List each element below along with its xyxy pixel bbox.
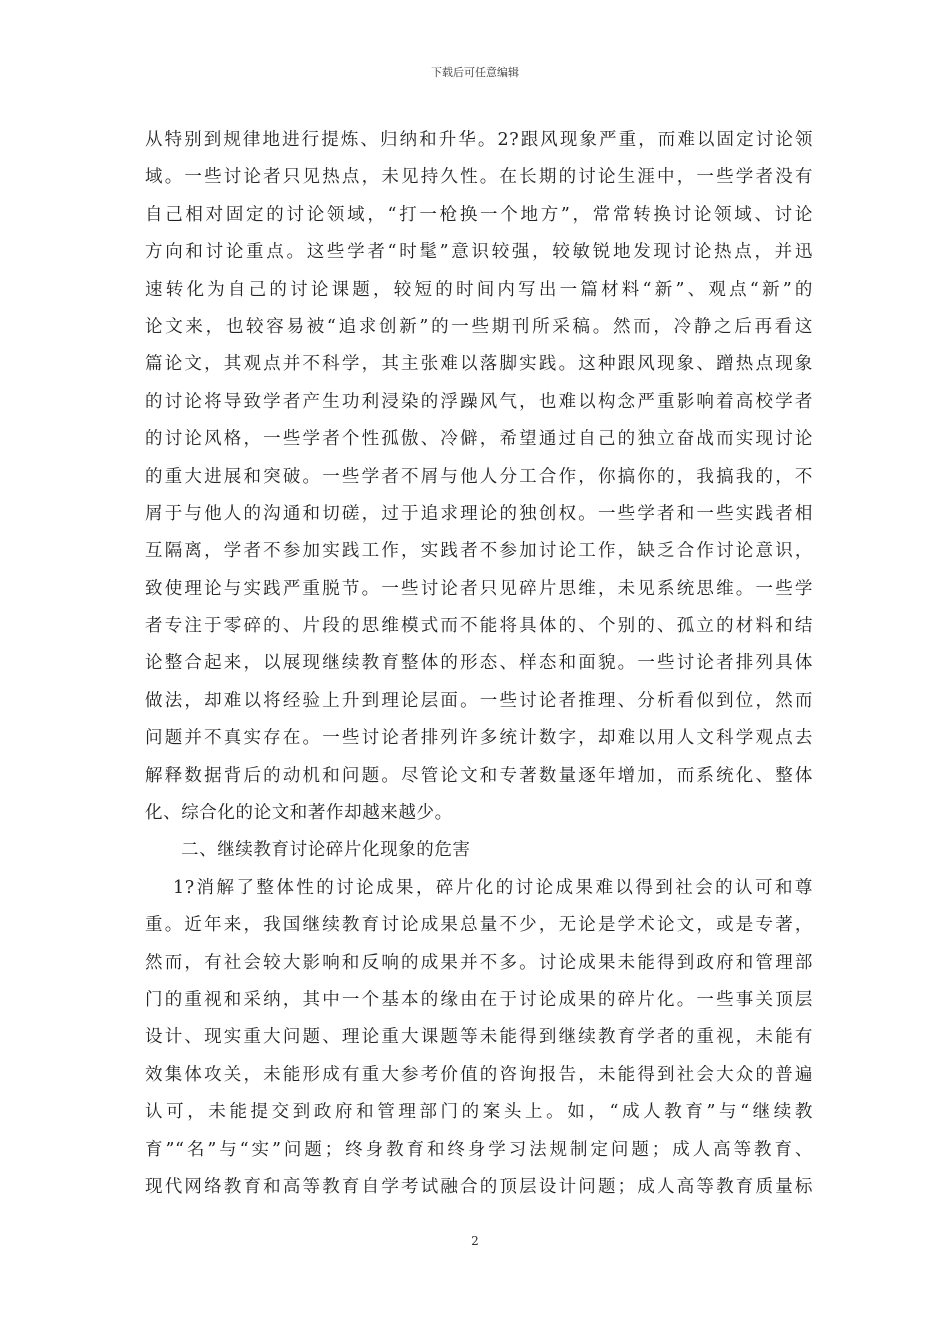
paragraph-line: 方向和讨论重点。这些学者“时髦”意识较强，较敏锐地发现讨论热点，并迅 <box>145 242 813 263</box>
paragraph-line: 者专注于零碎的、片段的思维模式而不能将具体的、个别的、孤立的材料和结 <box>145 616 813 637</box>
paragraph-line: 互隔离，学者不参加实践工作，实践者不参加讨论工作，缺乏合作讨论意识， <box>145 541 813 562</box>
page-number: 2 <box>471 1234 479 1248</box>
paragraph-line: 育”“名”与“实”问题；终身教育和终身学习法规制定问题；成人高等教育、 <box>145 1139 813 1160</box>
paragraph-line: 从特别到规律地进行提炼、归纳和升华。2?跟风现象严重，而难以固定讨论领 <box>145 130 813 150</box>
paragraph-line: 篇论文，其观点并不科学，其主张难以落脚实践。这种跟风现象、蹭热点现象 <box>145 354 813 375</box>
paragraph-line: 速转化为自己的讨论课题，较短的时间内写出一篇材料“新”、观点“新”的 <box>145 279 813 300</box>
paragraph-line: 重。近年来，我国继续教育讨论成果总量不少，无论是学术论文，或是专著， <box>145 915 813 936</box>
paragraph-line: 门的重视和采纳，其中一个基本的缘由在于讨论成果的碎片化。一些事关顶层 <box>145 989 813 1010</box>
paragraph-line: 自己相对固定的讨论领域，“打一枪换一个地方”，常常转换讨论领域、讨论 <box>145 204 813 225</box>
paragraph-line: 致使理论与实践严重脱节。一些讨论者只见碎片思维，未见系统思维。一些学 <box>145 578 813 599</box>
paragraph-line: 域。一些讨论者只见热点，未见持久性。在长期的讨论生涯中，一些学者没有 <box>145 167 813 188</box>
paragraph-line: 认可，未能提交到政府和管理部门的案头上。如，“成人教育”与“继续教 <box>145 1102 813 1123</box>
body-text <box>145 122 813 1206</box>
paragraph-line: 效集体攻关，未能形成有重大参考价值的咨询报告，未能得到社会大众的普遍 <box>145 1064 813 1085</box>
page-header: 下载后可任意编辑 <box>431 66 519 79</box>
paragraph-line: 化、综合化的论文和著作却越来越少。 <box>145 803 453 824</box>
paragraph-line: 现代网络教育和高等教育自学考试融合的顶层设计问题；成人高等教育质量标 <box>145 1176 813 1197</box>
paragraph-line: 问题并不真实存在。一些讨论者排列许多统计数字，却难以用人文科学观点去 <box>145 728 813 749</box>
paragraph-line: 屑于与他人的沟通和切磋，过于追求理论的独创权。一些学者和一些实践者相 <box>145 503 813 524</box>
paragraph-line: 然而，有社会较大影响和反响的成果并不多。讨论成果未能得到政府和管理部 <box>145 952 813 973</box>
paragraph-line: 的讨论风格，一些学者个性孤傲、冷僻，希望通过自己的独立奋战而实现讨论 <box>145 429 813 450</box>
paragraph-line: 的讨论将导致学者产生功利浸染的浮躁风气，也难以构念严重影响着高校学者 <box>145 391 813 412</box>
section-heading: 二、继续教育讨论碎片化现象的危害 <box>181 840 471 861</box>
paragraph-line: 1?消解了整体性的讨论成果，碎片化的讨论成果难以得到社会的认可和尊 <box>173 877 813 898</box>
paragraph-line: 做法，却难以将经验上升到理论层面。一些讨论者推理、分析看似到位，然而 <box>145 690 813 711</box>
paragraph-line: 的重大进展和突破。一些学者不屑与他人分工合作，你搞你的，我搞我的，不 <box>145 466 813 487</box>
paragraph-line: 论整合起来，以展现继续教育整体的形态、样态和面貌。一些讨论者排列具体 <box>145 653 813 674</box>
paragraph-line: 解释数据背后的动机和问题。尽管论文和专著数量逐年增加，而系统化、整体 <box>145 765 813 786</box>
paragraph-line: 论文来，也较容易被“追求创新”的一些期刊所采稿。然而，冷静之后再看这 <box>145 316 813 337</box>
paragraph-line: 设计、现实重大问题、理论重大课题等未能得到继续教育学者的重视，未能有 <box>145 1027 813 1048</box>
